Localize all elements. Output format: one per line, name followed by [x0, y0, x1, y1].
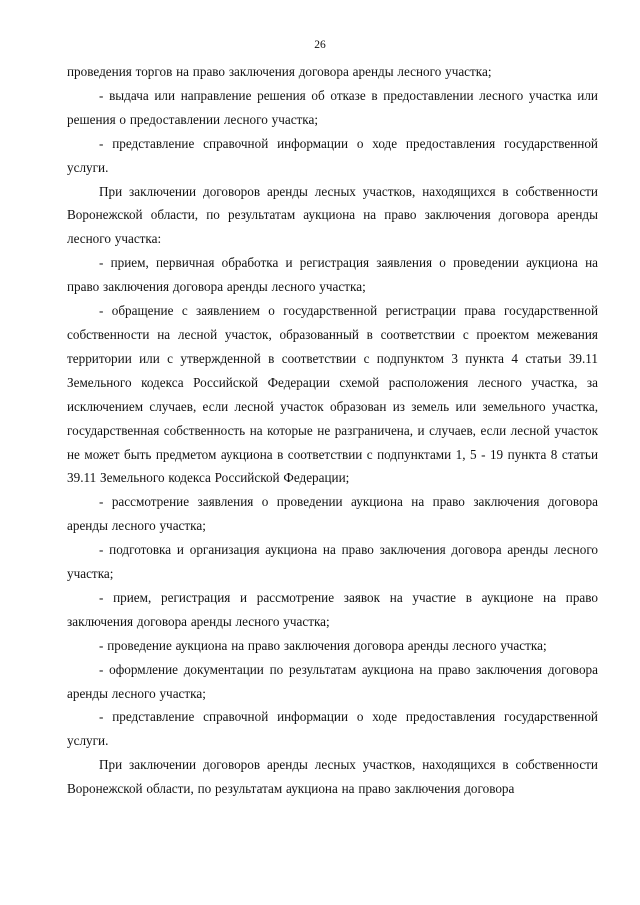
paragraph-13: При заключении договоров аренды лесных участков, находящихся в собственности Воронежской области, по результатам аукциона на право заключения договора	[67, 757, 598, 797]
paragraph-2: - выдача или направление решения об отказе в предоставлении лесного участка или решения о предоставлении лесного участка;	[67, 87, 598, 127]
paragraph-12: - представление справочной информации о ходе предоставления государственной услуги.	[67, 709, 598, 749]
paragraph-8: - подготовка и организация аукциона на право заключения договора аренды лесного участка;	[67, 542, 598, 582]
paragraph-6: - обращение с заявлением о государственной регистрации права государственной собственности на лесной участок, образованный в соответствии с проектом межевания территории или с утвержденной в соответствии с подпунктом 3 пункта 4 статьи 39.11 Земельного кодекса Российской Федерации схемой расположения лесного участка, за исключением случаев, если лесной участок образован из земель или земельного участка, государственная собственность на которые не разграничена, и случаев, если лесной участок не может быть предметом аукциона в соответствии с подпунктами 1, 5 - 19 пункта 8 статьи 39.11 Земельного кодекса Российской Федерации;	[67, 303, 598, 486]
paragraph-4: При заключении договоров аренды лесных участков, находящихся в собственности Воронежской области, по результатам аукциона на право заключения договора аренды лесного участка:	[67, 183, 598, 247]
paragraph-10: - проведение аукциона на право заключения договора аренды лесного участка;	[99, 637, 547, 653]
paragraph-7: - рассмотрение заявления о проведении аукциона на право заключения договора аренды лесного участка;	[67, 494, 598, 534]
page-number: 26	[314, 39, 326, 51]
paragraph-3: - представление справочной информации о ходе предоставления государственной услуги.	[67, 135, 598, 175]
paragraph-5: - прием, первичная обработка и регистрация заявления о проведении аукциона на право заключения договора аренды лесного участка;	[67, 255, 598, 295]
document-body	[67, 60, 598, 801]
paragraph-9: - прием, регистрация и рассмотрение заявок на участие в аукционе на право заключения договора аренды лесного участка;	[67, 589, 598, 629]
paragraph-11: - оформление документации по результатам аукциона на право заключения договора аренды лесного участка;	[67, 661, 598, 701]
paragraph-1: проведения торгов на право заключения договора аренды лесного участка;	[67, 64, 492, 79]
